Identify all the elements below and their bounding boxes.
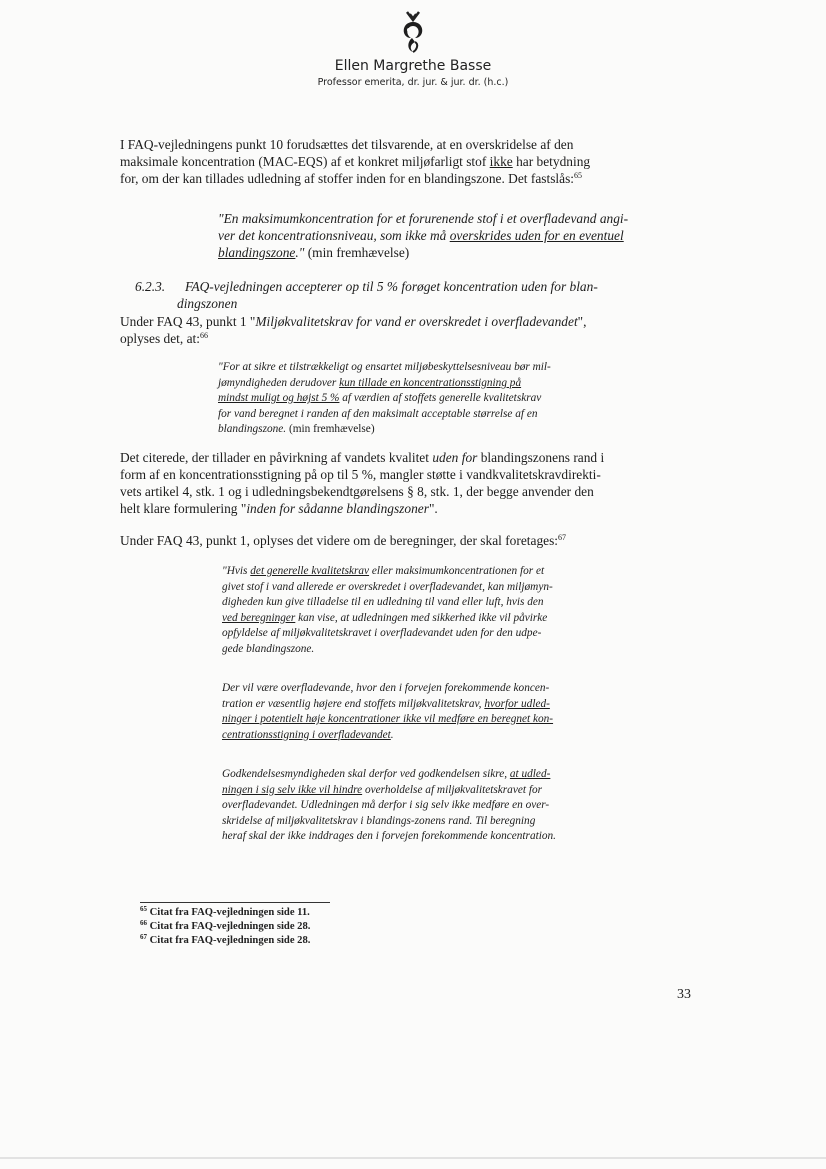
underlined-text: kun tillade en koncentrationsstigning på xyxy=(339,376,522,389)
block-quote-2 xyxy=(218,360,688,438)
quote-line: tration er væsentlig højere end stoffets miljøkvalitetskrav, hvorfor udled- xyxy=(222,697,550,710)
quote-line: ningen i sig selv ikke vil hindre overholdelse af miljøkvalitetskravet for xyxy=(222,783,543,796)
footnotes xyxy=(140,906,310,948)
section-number: 6.2.3. xyxy=(135,279,166,294)
block-quote-1 xyxy=(218,210,688,261)
quote-line: "En maksimumkoncentration for et forurenende stof i et overfladevand angi- xyxy=(218,211,629,226)
quote-line: Godkendelsesmyndigheden skal derfor ved godkendelsen sikre, at udled- xyxy=(222,768,551,780)
text-line: form af en koncentrationsstigning på op til 5 %, mangler støtte i vandkvalitetskravdirekti- xyxy=(120,467,601,482)
quote-line: Der vil være overfladevande, hvor den i forvejen forekommende koncen- xyxy=(222,682,550,694)
text-line: maksimale koncentration (MAC-EQS) af et konkret miljøfarligt stof ikke har betydning xyxy=(120,154,591,169)
logo-emblem-icon xyxy=(393,8,433,58)
quote-line: digheden kun give tilladelse til en udledning til vand eller luft, hvis den xyxy=(222,596,544,608)
underlined-text: at udled- xyxy=(509,768,551,780)
text-line: Under FAQ 43, punkt 1 "Miljøkvalitetskrav for vand er overskredet i overfladevandet", xyxy=(120,314,587,329)
page-number: 33 xyxy=(677,987,691,1002)
quote-line: gede blandingszone. xyxy=(222,642,315,655)
quote-line: centrationsstigning i overfladevandet. xyxy=(222,728,394,741)
quote-line: blandingszone." (min fremhævelse) xyxy=(218,245,410,260)
quote-line: givet stof i vand allerede er overskredet i overfladevandet, kan miljømyn- xyxy=(222,580,553,593)
quote-paragraph xyxy=(222,564,692,657)
footnote-ref: 67 xyxy=(558,533,567,542)
underlined-text: hvorfor udled- xyxy=(484,697,550,710)
quote-line xyxy=(222,712,692,728)
scan-edge xyxy=(0,1157,826,1159)
quote-paragraph xyxy=(222,681,692,743)
letterhead xyxy=(0,8,826,88)
underlined-text: ved beregninger xyxy=(222,611,296,624)
underlined-text: mindst muligt og højst 5 % xyxy=(218,392,340,404)
underlined-text: centrationsstigning i overfladevandet xyxy=(222,728,391,741)
quote-line: ver det koncentrationsniveau, som ikke må overskrides uden for en eventuel xyxy=(218,228,624,243)
paragraph-3 xyxy=(120,449,690,517)
footnote-ref: 66 xyxy=(199,331,208,340)
quote-paragraph xyxy=(222,767,692,845)
footnote-separator xyxy=(140,902,330,903)
quote-line: jømyndigheden derudover kun tillade en koncentrationsstigning på xyxy=(218,376,522,389)
quote-line: mindst muligt og højst 5 % af værdien af stoffets generelle kvalitetskrav xyxy=(218,392,542,404)
footnote: $^{67}$ Citat fra FAQ-vejledningen side 28. xyxy=(140,933,311,946)
author-title: Professor emerita, dr. jur. & jur. dr. (h.c.) xyxy=(317,77,509,88)
underlined-text: overskrides uden for en eventuel xyxy=(449,228,624,243)
text-line: vets artikel 4, stk. 1 og i udledningsbekendtgørelsens § 8, stk. 1, der begge anvender den xyxy=(120,484,594,499)
footnote-ref: 65 xyxy=(574,171,582,180)
section-title-cont: dingszonen xyxy=(177,296,238,311)
text-line: Under FAQ 43, punkt 1, oplyses det videre om de beregninger, der skal foretages:$^{67}$ xyxy=(120,533,567,548)
underlined-text: ninger i potentielt høje koncentrationer ikke vil medføre en beregnet kon- xyxy=(222,713,554,725)
text-line: for, om der kan tillades udledning af stoffer inden for en blandingszone. Det fastslås:$^{65}$ xyxy=(120,171,582,186)
section-heading xyxy=(135,278,695,312)
author-name: Ellen Margrethe Basse xyxy=(334,58,492,74)
paragraph-4 xyxy=(120,532,692,549)
text-line: helt klare formulering "inden for sådanne blandingszoner". xyxy=(120,501,438,516)
footnote: $^{66}$ Citat fra FAQ-vejledningen side 28. xyxy=(140,919,311,932)
paragraph-1 xyxy=(120,136,692,187)
quote-line: "Hvis det generelle kvalitetskrav eller maksimumkoncentrationen for et xyxy=(222,565,545,577)
quote-line: skridelse af miljøkvalitetskrav i blandings-zonens rand. Til beregning xyxy=(222,814,536,827)
quote-line: opfyldelse af miljøkvalitetskravet i overfladevandet uden for den udpe- xyxy=(222,627,542,639)
underlined-text: blandingszone xyxy=(218,245,296,260)
quote-line: "For at sikre et tilstrækkeligt og ensartet miljøbeskyttelsesniveau bør mil- xyxy=(218,361,551,373)
underlined-text: ningen i sig selv ikke vil hindre xyxy=(222,783,363,796)
text-line: oplyses det, at:$^{66}$ xyxy=(120,331,208,346)
quote-line: overfladevandet. Udledningen må derfor i sig selv ikke medføre en over- xyxy=(222,799,550,811)
text-line: I FAQ-vejledningens punkt 10 forudsættes det tilsvarende, at en overskridelse af den xyxy=(120,137,574,152)
quote-line: blandingszone. (min fremhævelse) xyxy=(218,423,375,435)
paragraph-2 xyxy=(120,313,692,347)
footnote: $^{65}$ Citat fra FAQ-vejledningen side 11. xyxy=(140,905,310,918)
quote-line: ved beregninger kan vise, at udledningen med sikkerhed ikke vil påvirke xyxy=(222,611,548,624)
section-title: FAQ-vejledningen accepterer op til 5 % forøget koncentration uden for blan- xyxy=(185,279,598,294)
quote-line: heraf skal der ikke inddrages den i forvejen forekommende koncentration. xyxy=(222,830,557,842)
block-quote-3 xyxy=(222,564,692,845)
quote-line: for vand beregnet i randen af den maksimalt acceptable størrelse af en xyxy=(218,407,538,420)
text-line: Det citerede, der tillader en påvirkning af vandets kvalitet uden for blandingszonens rand i xyxy=(120,450,605,465)
underlined-text: ikke xyxy=(489,154,513,169)
underlined-text: det generelle kvalitetskrav xyxy=(250,565,370,577)
